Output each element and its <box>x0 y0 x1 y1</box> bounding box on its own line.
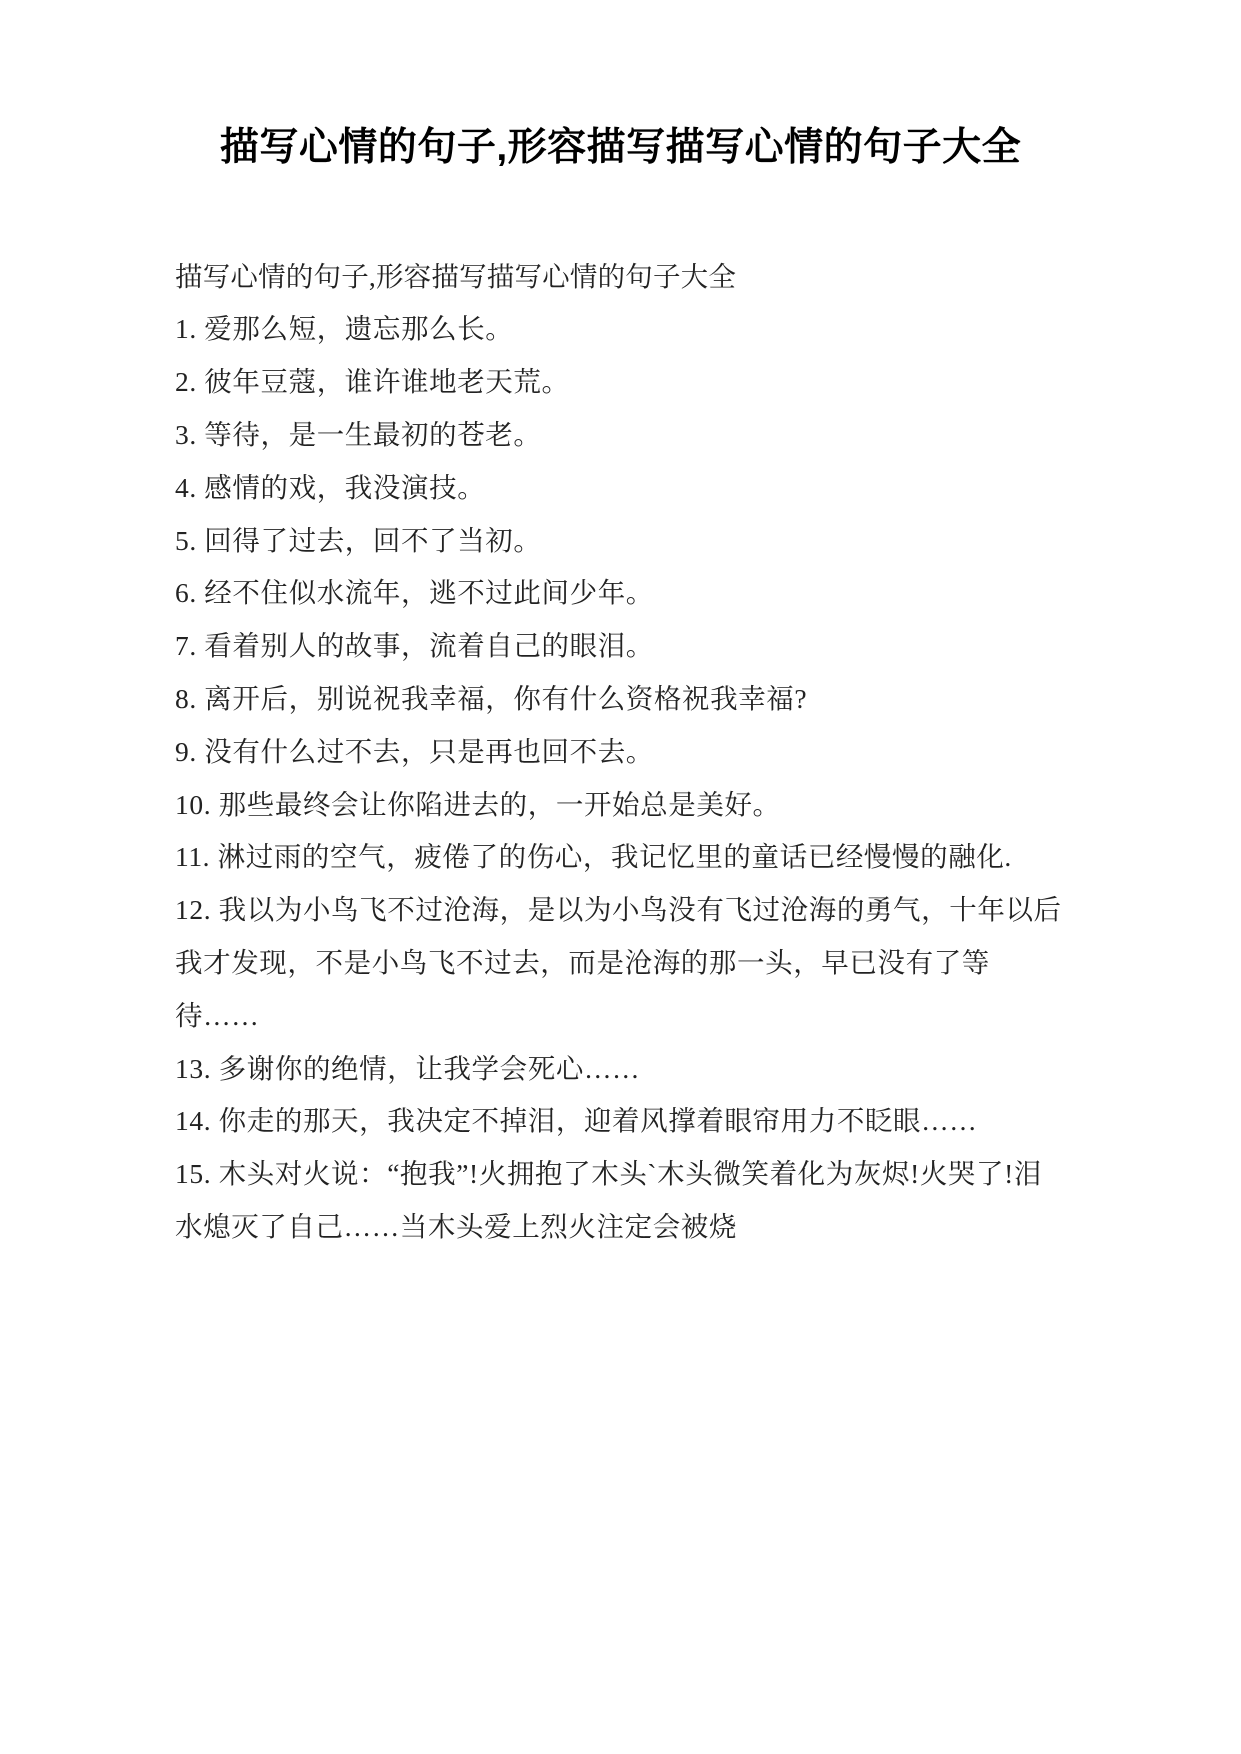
page-title: 描写心情的句子,形容描写描写心情的句子大全 <box>219 126 1022 169</box>
paragraph-item: 11. 淋过雨的空气，疲倦了的伤心，我记忆里的童话已经慢慢的融化. <box>175 841 1012 873</box>
paragraph-item: 3. 等待，是一生最初的苍老。 <box>175 418 542 450</box>
paragraph-intro: 描写心情的句子,形容描写描写心情的句子大全 <box>175 260 737 292</box>
paragraph-item: 2. 彼年豆蔻，谁许谁地老天荒。 <box>175 366 570 398</box>
paragraph-item: 5. 回得了过去，回不了当初。 <box>175 524 542 556</box>
paragraph-item: 4. 感情的戏，我没演技。 <box>175 471 486 503</box>
paragraph-item: 12. 我以为小鸟飞不过沧海，是以为小鸟没有飞过沧海的勇气，十年以后我才发现，不是小鸟飞不过去，而是沧海的那一头，早已没有了等待…… <box>175 894 1062 1031</box>
document-body <box>175 251 1066 1254</box>
paragraph-item: 10. 那些最终会让你陷进去的，一开始总是美好。 <box>175 788 781 820</box>
paragraph-item: 13. 多谢你的绝情，让我学会死心…… <box>175 1052 641 1084</box>
paragraph-item: 7. 看着别人的故事，流着自己的眼泪。 <box>175 630 654 662</box>
paragraph-item: 9. 没有什么过不去，只是再也回不去。 <box>175 735 654 767</box>
paragraph-item: 1. 爱那么短，遗忘那么长。 <box>175 313 514 345</box>
paragraph-item: 8. 离开后，别说祝我幸福，你有什么资格祝我幸福? <box>175 682 808 714</box>
paragraph-item: 15. 木头对火说：“抱我”!火拥抱了木头`木头微笑着化为灰烬!火哭了!泪水熄灭了自己……当木头爱上烈火注定会被烧 <box>175 1158 1042 1242</box>
paragraph-item: 14. 你走的那天，我决定不掉泪，迎着风撑着眼帘用力不眨眼…… <box>175 1105 978 1137</box>
paragraph-item: 6. 经不住似水流年，逃不过此间少年。 <box>175 577 654 609</box>
